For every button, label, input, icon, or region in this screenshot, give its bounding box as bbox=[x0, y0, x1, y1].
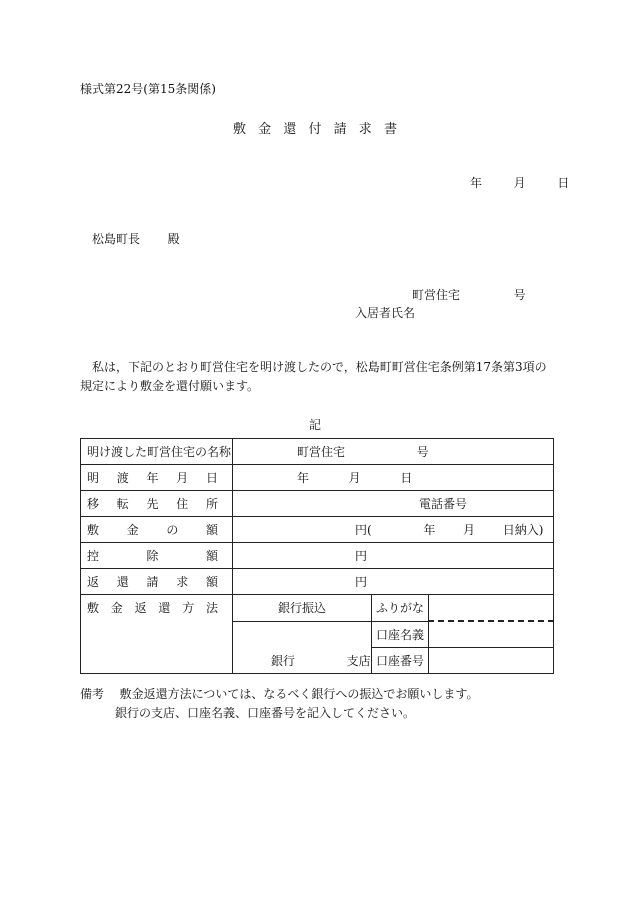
label-char: 求 bbox=[176, 575, 189, 589]
label-char: 敷 bbox=[87, 601, 100, 615]
phone-number-label: 電話番号 bbox=[419, 497, 468, 511]
account-number-label: 口座番号 bbox=[372, 648, 429, 674]
deposit-paid-day: 日納入) bbox=[502, 523, 544, 537]
title-char: 請 bbox=[333, 122, 347, 137]
vacate-day: 日 bbox=[400, 471, 413, 485]
label-char: 月 bbox=[176, 471, 189, 485]
title-char: 敷 bbox=[233, 122, 247, 137]
bank-transfer-label: 銀行振込 bbox=[233, 595, 372, 622]
ki-heading: 記 bbox=[308, 418, 321, 432]
addressee-name: 松島町長 bbox=[92, 232, 141, 246]
vacate-month: 月 bbox=[348, 471, 361, 485]
branch-label: 支店 bbox=[346, 654, 371, 668]
label-char: 還 bbox=[116, 575, 129, 589]
applicant-estate bbox=[412, 286, 526, 303]
row-label-refund-amount bbox=[81, 569, 233, 595]
date-month: 月 bbox=[513, 176, 526, 190]
label-char: 額 bbox=[205, 523, 218, 537]
form-number: 様式第22号(第15条関係) bbox=[80, 82, 216, 96]
estate-name-suffix: 号 bbox=[416, 445, 429, 459]
deduction-field[interactable] bbox=[233, 543, 554, 569]
deduction-yen: 円 bbox=[355, 549, 368, 563]
label-char: 控 bbox=[87, 549, 100, 563]
request-table bbox=[80, 438, 554, 674]
estate-number-suffix: 号 bbox=[513, 288, 526, 302]
estate-name-field[interactable] bbox=[233, 439, 554, 465]
refund-amount-field[interactable] bbox=[233, 569, 554, 595]
table-row bbox=[81, 517, 554, 543]
vacate-date-field[interactable] bbox=[233, 465, 554, 491]
row-label-refund-method bbox=[81, 595, 233, 674]
row-label-deduction bbox=[81, 543, 233, 569]
date-day: 日 bbox=[557, 176, 570, 190]
notes bbox=[80, 684, 478, 704]
table-row bbox=[81, 465, 554, 491]
label-char: 敷 bbox=[87, 523, 100, 537]
label-char: 還 bbox=[158, 601, 171, 615]
account-name-label: 口座名義 bbox=[372, 621, 429, 648]
table-row bbox=[81, 569, 554, 595]
label-char: 年 bbox=[146, 471, 159, 485]
label-char: 返 bbox=[134, 601, 147, 615]
estate-name-label: 町営住宅 bbox=[297, 445, 346, 459]
label-char: の bbox=[166, 523, 179, 537]
notes-line-2: 銀行の支店、口座名義、口座番号を記入してください。 bbox=[115, 706, 416, 720]
new-address-field[interactable] bbox=[233, 491, 554, 517]
label-char: 所 bbox=[205, 497, 218, 511]
bank-branch-field[interactable] bbox=[233, 621, 372, 674]
deposit-paid-month: 月 bbox=[463, 523, 476, 537]
title-char: 還 bbox=[283, 122, 297, 137]
resident-name-label: 入居者氏名 bbox=[355, 306, 416, 320]
title-char: 書 bbox=[383, 122, 397, 137]
vacate-year: 年 bbox=[297, 471, 310, 485]
label-char: 住 bbox=[176, 497, 189, 511]
account-number-field[interactable] bbox=[429, 648, 554, 674]
row-label-new-address bbox=[81, 491, 233, 517]
label-char: 額 bbox=[205, 575, 218, 589]
furigana-label: ふりがな bbox=[372, 595, 429, 622]
row-label-deposit-amount bbox=[81, 517, 233, 543]
table-row bbox=[81, 491, 554, 517]
notes-label: 備考 bbox=[80, 687, 105, 701]
addressee bbox=[92, 230, 180, 247]
label-char: 金 bbox=[110, 601, 123, 615]
furigana-field[interactable] bbox=[429, 595, 554, 622]
label-char: 方 bbox=[182, 601, 195, 615]
table-row bbox=[81, 543, 554, 569]
row-label-estate-name: 明け渡した町営住宅の名称 bbox=[81, 439, 233, 465]
label-char: 先 bbox=[146, 497, 159, 511]
label-char: 日 bbox=[205, 471, 218, 485]
refund-yen: 円 bbox=[355, 575, 368, 589]
document-title bbox=[0, 118, 630, 137]
label-char: 額 bbox=[205, 549, 218, 563]
title-char: 金 bbox=[258, 122, 272, 137]
row-label-vacate-date bbox=[81, 465, 233, 491]
table-row bbox=[81, 439, 554, 465]
account-name-field[interactable] bbox=[429, 621, 554, 648]
label-char: 返 bbox=[87, 575, 100, 589]
table-row bbox=[81, 595, 554, 622]
label-char: 除 bbox=[146, 549, 159, 563]
deposit-paid-year: 年 bbox=[423, 523, 436, 537]
notes-line-1: 敷金返還方法については、なるべく銀行への振込でお願いします。 bbox=[119, 687, 479, 701]
date-line bbox=[470, 174, 569, 191]
title-char: 付 bbox=[308, 122, 322, 137]
deposit-yen: 円( bbox=[355, 523, 372, 537]
label-char: 法 bbox=[205, 601, 218, 615]
title-char: 求 bbox=[358, 122, 372, 137]
label-char: 明 bbox=[87, 471, 100, 485]
bank-label: 銀行 bbox=[271, 654, 296, 668]
addressee-honorific: 殿 bbox=[167, 232, 180, 246]
label-char: 渡 bbox=[116, 471, 129, 485]
label-char: 請 bbox=[146, 575, 159, 589]
date-year: 年 bbox=[470, 176, 483, 190]
deposit-amount-field[interactable] bbox=[233, 517, 554, 543]
label-char: 金 bbox=[126, 523, 139, 537]
label-char: 転 bbox=[116, 497, 129, 511]
label-char: 移 bbox=[87, 497, 100, 511]
request-statement: 私は，下記のとおり町営住宅を明け渡したので，松島町町営住宅条例第17条第3項の規定により敷金を還付願います。 bbox=[80, 360, 547, 393]
estate-label: 町営住宅 bbox=[412, 288, 461, 302]
